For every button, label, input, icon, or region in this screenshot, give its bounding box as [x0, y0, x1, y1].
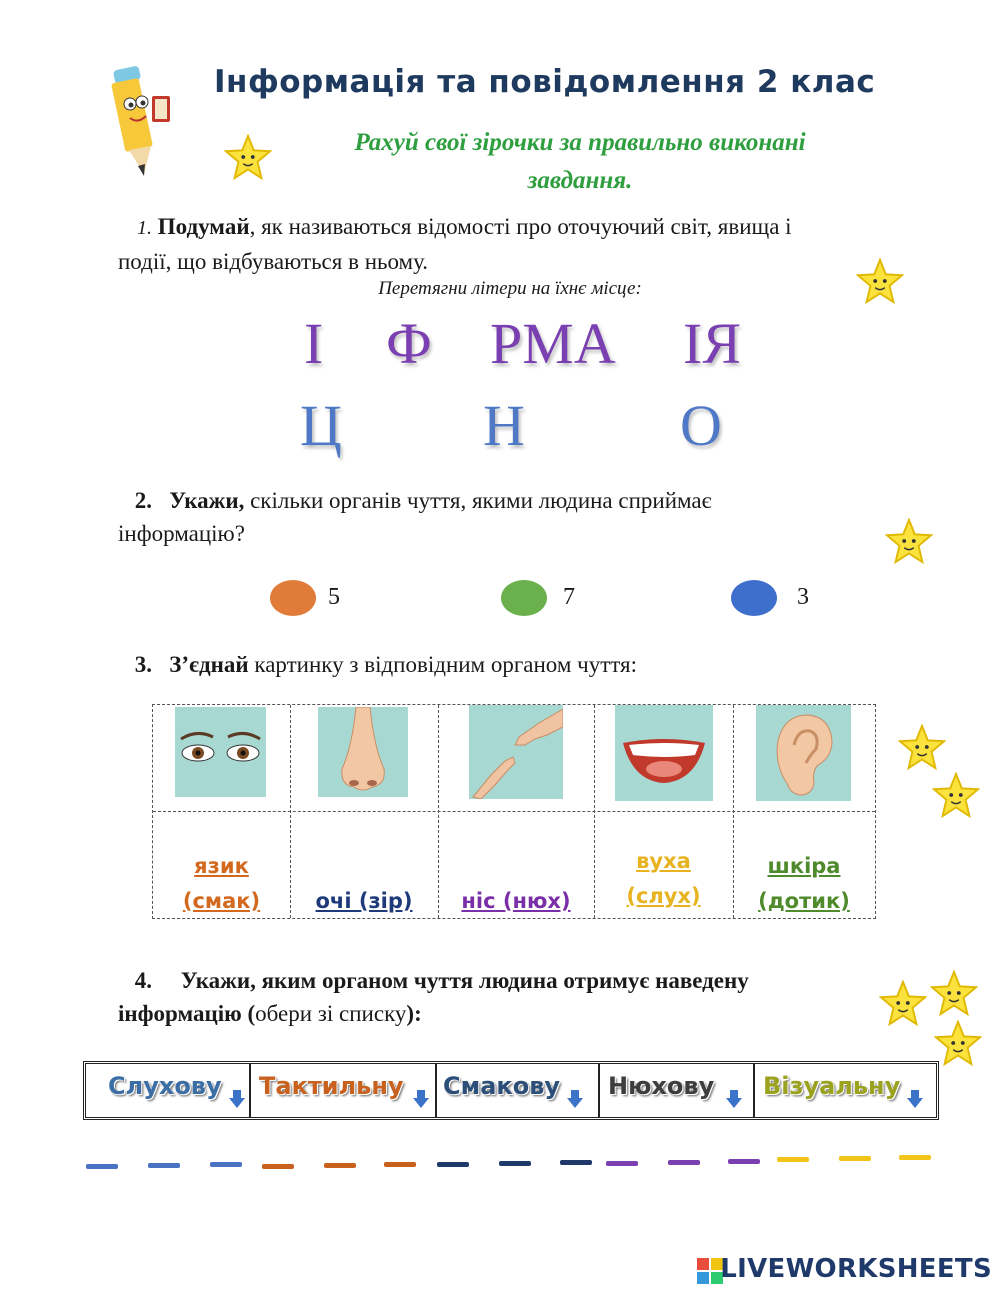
choice-label: Смакову: [443, 1072, 561, 1100]
nose-picture[interactable]: [318, 707, 408, 797]
choice-cell-taste[interactable]: [435, 1064, 600, 1117]
choice-label: Тактильну: [259, 1072, 404, 1100]
eyes-icon: [175, 707, 266, 797]
sense-label-tongue[interactable]: [153, 849, 290, 919]
option-label: 3: [797, 584, 809, 610]
hands-picture[interactable]: [469, 705, 563, 799]
draggable-letter[interactable]: О: [680, 393, 722, 458]
sense-label-nose[interactable]: [438, 884, 594, 919]
choice-label: Слухову: [108, 1072, 222, 1100]
hands-icon: [469, 705, 563, 799]
sense-label-skin[interactable]: [733, 849, 875, 919]
option-label: 5: [328, 584, 340, 610]
sense-label-ears[interactable]: [594, 844, 733, 914]
arrow-down-icon: [907, 1090, 923, 1108]
star-icon: [932, 772, 980, 818]
task4-bold-2: інформацію (: [118, 1001, 256, 1026]
task2-number: 2.: [134, 488, 152, 513]
answer-slot[interactable]: [899, 1155, 931, 1160]
sense-line: шкіра: [767, 854, 841, 878]
task3-number: 3.: [134, 652, 152, 677]
ear-picture[interactable]: [756, 705, 851, 801]
mouth-picture[interactable]: [615, 705, 713, 801]
choice-table: [83, 1061, 939, 1120]
draggable-letter[interactable]: ІЯ: [683, 311, 741, 376]
sense-line: очі (зір): [315, 889, 413, 913]
answer-slot[interactable]: [728, 1159, 760, 1164]
option-label: 7: [563, 584, 575, 610]
page-title: Інформація та повідомлення 2 клас: [214, 64, 876, 100]
answer-slot[interactable]: [668, 1160, 700, 1165]
sense-line: вуха: [636, 849, 691, 873]
answer-slot[interactable]: [437, 1162, 469, 1167]
arrow-down-icon: [229, 1090, 245, 1108]
liveworksheets-logo-icon: [697, 1258, 723, 1284]
sense-line: (смак): [182, 889, 261, 913]
draggable-letter[interactable]: Н: [483, 393, 525, 458]
answer-slot[interactable]: [384, 1162, 416, 1167]
option-oval-2[interactable]: [501, 580, 547, 616]
answer-slot[interactable]: [560, 1160, 592, 1165]
footer-logo: LIVEWORKSHEETS: [720, 1254, 992, 1284]
task3-text: картинку з відповідним органом чуття:: [248, 652, 638, 677]
star-icon: [930, 970, 978, 1016]
option-oval-1[interactable]: [270, 580, 316, 616]
task1-number: 1.: [137, 217, 152, 239]
nose-icon: [318, 707, 408, 797]
draggable-letter[interactable]: Ф: [386, 311, 432, 376]
pencil-mascot-icon: [104, 62, 180, 184]
task2-bold: Укажи,: [169, 488, 245, 513]
choice-cell-visual[interactable]: [753, 1064, 930, 1117]
answer-slot[interactable]: [324, 1163, 356, 1168]
answer-slot[interactable]: [777, 1157, 809, 1162]
answer-slot[interactable]: [210, 1162, 242, 1167]
subtitle-instruction: Рахуй свої зірочки за правильно виконані завдання.: [354, 129, 806, 194]
task1-text: , як називаються відомості про оточуючий світ, явища і події, що відбуваються в ньому.: [118, 214, 792, 274]
sense-label-eyes[interactable]: [290, 884, 438, 919]
ear-icon: [756, 705, 851, 801]
choice-label: Візуальну: [763, 1072, 901, 1100]
task3-question: [118, 648, 838, 681]
draggable-letter[interactable]: І: [304, 311, 324, 376]
arrow-down-icon: [726, 1090, 742, 1108]
star-icon: [898, 724, 946, 770]
task4-number: 4.: [134, 968, 152, 993]
task4-question: [118, 964, 858, 1030]
matching-table: [152, 704, 876, 919]
task1-bold: Подумай: [157, 214, 250, 239]
star-icon: [934, 1020, 982, 1066]
star-icon: [856, 258, 904, 304]
answer-slot[interactable]: [499, 1161, 531, 1166]
task2-question: [118, 484, 838, 550]
answer-slot[interactable]: [262, 1164, 294, 1169]
task2-text: скільки органів чуття, якими людина сприймає інформацію?: [118, 488, 712, 546]
eyes-picture[interactable]: [175, 707, 266, 797]
task4-normal: обери зі списку: [255, 1001, 407, 1026]
choice-cell-hearing[interactable]: [86, 1064, 251, 1117]
mouth-icon: [615, 705, 713, 801]
answer-slot[interactable]: [606, 1161, 638, 1166]
star-icon: [885, 518, 933, 564]
sense-line: язик: [194, 854, 249, 878]
star-icon: [879, 980, 927, 1026]
choice-cell-tactile[interactable]: [249, 1064, 437, 1117]
answer-slot[interactable]: [148, 1163, 180, 1168]
task4-bold-1: Укажи, яким органом чуття людина отримує наведену: [180, 968, 749, 993]
arrow-down-icon: [413, 1090, 429, 1108]
choice-label: Нюхову: [608, 1072, 715, 1100]
task4-bold-3: ):: [406, 1001, 422, 1026]
choice-cell-smell[interactable]: [598, 1064, 755, 1117]
star-icon: [224, 134, 272, 180]
sense-line: (слух): [626, 884, 701, 908]
task1-question: [118, 210, 838, 278]
sense-line: ніс (нюх): [461, 889, 571, 913]
answer-slot[interactable]: [839, 1156, 871, 1161]
option-oval-3[interactable]: [731, 580, 777, 616]
sense-line: (дотик): [758, 889, 850, 913]
draggable-letter[interactable]: Ц: [300, 393, 342, 458]
draggable-letter[interactable]: РМА: [490, 311, 616, 376]
drag-hint: Перетягни літери на їхнє місце:: [378, 278, 642, 299]
answer-slot[interactable]: [86, 1164, 118, 1169]
arrow-down-icon: [567, 1090, 583, 1108]
task3-bold: З’єднай: [169, 652, 249, 677]
